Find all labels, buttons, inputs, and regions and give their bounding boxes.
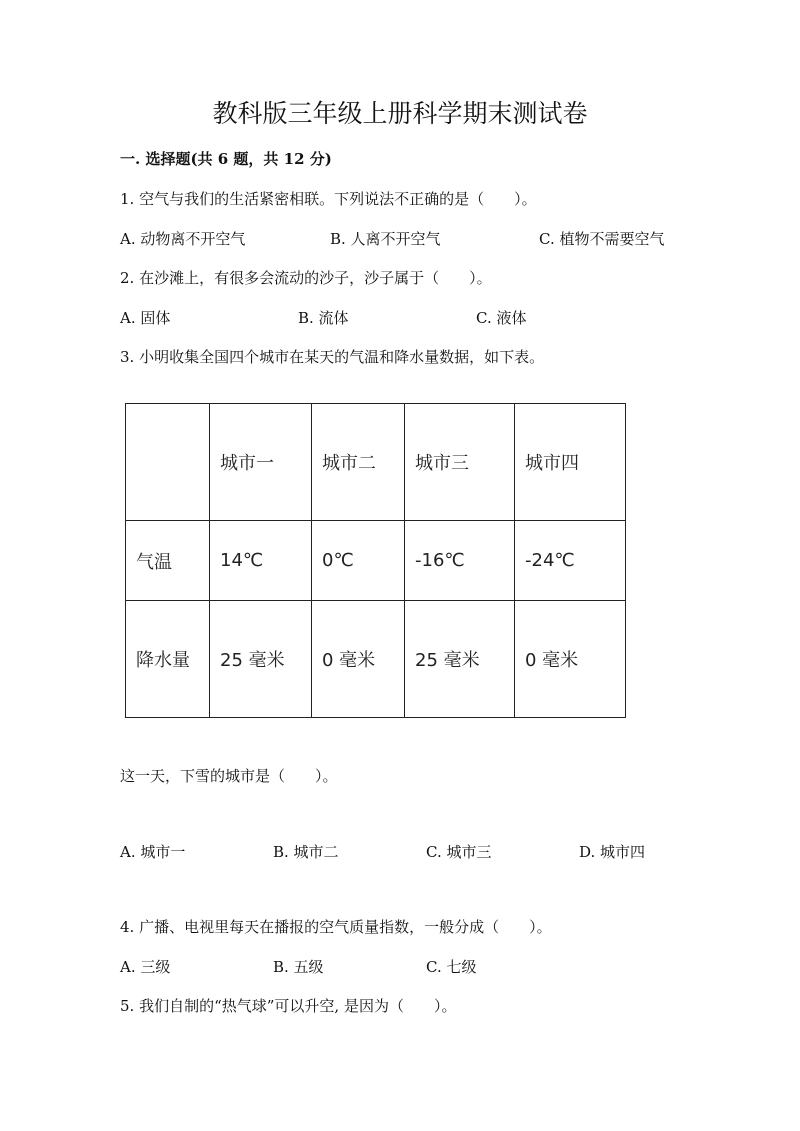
question-3-substem: 这一天，下雪的城市是（ ）。 bbox=[120, 767, 338, 785]
table-cell: 14℃ bbox=[210, 521, 312, 601]
question-4-stem: 4. 广播、电视里每天在播报的空气质量指数，一般分成（ ）。 bbox=[120, 918, 552, 936]
section-heading: 一. 选择题(共 6 题，共 12 分) bbox=[120, 150, 332, 168]
table-cell: 25 毫米 bbox=[210, 601, 312, 718]
question-3-option-a: A. 城市一 bbox=[120, 843, 186, 861]
question-1-option-b: B. 人离不开空气 bbox=[330, 230, 441, 248]
question-1-option-a: A. 动物离不开空气 bbox=[120, 230, 246, 248]
question-5-stem: 5. 我们自制的“热气球”可以升空, 是因为（ ）。 bbox=[120, 997, 457, 1015]
weather-data-table bbox=[125, 403, 626, 718]
question-3-option-b: B. 城市二 bbox=[273, 843, 339, 861]
table-header-row bbox=[126, 404, 626, 521]
question-4-option-a: A. 三级 bbox=[120, 958, 171, 976]
table-cell: 0℃ bbox=[312, 521, 405, 601]
table-row-label: 降水量 bbox=[126, 601, 210, 718]
table-header-cell: 城市二 bbox=[312, 404, 405, 521]
question-3-option-c: C. 城市三 bbox=[426, 843, 492, 861]
table-cell: 25 毫米 bbox=[405, 601, 515, 718]
table-row-precipitation bbox=[126, 601, 626, 718]
question-4-option-c: C. 七级 bbox=[426, 958, 477, 976]
question-2-option-c: C. 液体 bbox=[476, 309, 527, 327]
table-header-cell: 城市三 bbox=[405, 404, 515, 521]
table-cell: -16℃ bbox=[405, 521, 515, 601]
table-header-cell: 城市一 bbox=[210, 404, 312, 521]
table-cell: -24℃ bbox=[515, 521, 626, 601]
question-3-option-d: D. 城市四 bbox=[579, 843, 646, 861]
question-4-option-b: B. 五级 bbox=[273, 958, 324, 976]
table-header-cell bbox=[126, 404, 210, 521]
question-1-stem: 1. 空气与我们的生活紧密相联。下列说法不正确的是（ ）。 bbox=[120, 190, 537, 208]
question-2-option-a: A. 固体 bbox=[120, 309, 171, 327]
table-cell: 0 毫米 bbox=[515, 601, 626, 718]
table-header-cell: 城市四 bbox=[515, 404, 626, 521]
question-2-stem: 2. 在沙滩上，有很多会流动的沙子，沙子属于（ ）。 bbox=[120, 269, 492, 287]
table-cell: 0 毫米 bbox=[312, 601, 405, 718]
question-3-stem: 3. 小明收集全国四个城市在某天的气温和降水量数据，如下表。 bbox=[120, 348, 545, 366]
question-1-option-c: C. 植物不需要空气 bbox=[539, 230, 665, 248]
table-row-temperature bbox=[126, 521, 626, 601]
question-2-option-b: B. 流体 bbox=[298, 309, 349, 327]
table-row-label: 气温 bbox=[126, 521, 210, 601]
page-title: 教科版三年级上册科学期末测试卷 bbox=[212, 99, 588, 128]
